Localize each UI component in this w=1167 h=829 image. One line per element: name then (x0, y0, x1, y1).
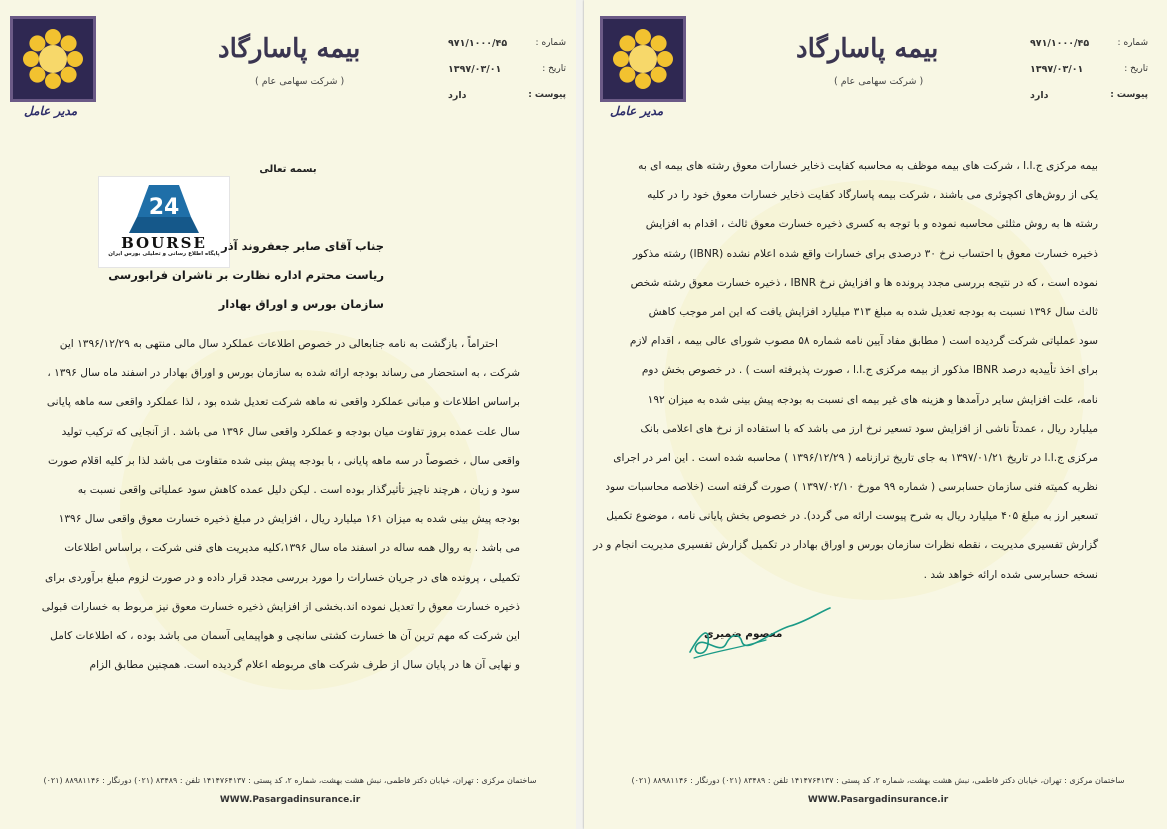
company-type: ( شرکت سهامی عام ) (255, 76, 345, 87)
body-line: سال علت عمده بروز تفاوت میان بودجه و عملکرد واقعی سال ۱۳۹۶ می باشد . از آنجایی که ترکیب تولید (61, 425, 520, 438)
body-line: بودجه پیش بینی شده به میزان ۱۶۱ میلیارد ریال ، افزایش در مبلغ ذخیره خسارت معوق واقعی سال ۱۳۹۶ (58, 513, 520, 526)
body-line: مرکزی ج.ا.ا در تاریخ ۱۳۹۷/۰۱/۲۱ به جای تاریخ ترازنامه ( ۱۳۹۶/۱۲/۲۹ ) محاسبه شده است . این امر در اجرای (613, 451, 1098, 464)
date-row (448, 56, 566, 82)
company-name: بیمه پاسارگاد (218, 34, 361, 64)
number-label: شماره : (1117, 38, 1148, 48)
signatory-name: معصوم ضمیری (704, 628, 783, 640)
body-line: واقعی سال ، خصوصاً در سه ماهه پایانی ، با بودجه پیش بینی شده متفاوت می باشد لذا بر کلیه اقلام صورت (48, 454, 520, 467)
letter-meta (448, 30, 566, 108)
body-line: یکی از روش‌های اکچوئری می باشند ، شرکت بیمه پاسارگاد کفایت ذخایر خسارات معوق خود را در کلیه (647, 189, 1098, 202)
letter-body-page-1 (41, 330, 520, 680)
footer-address: ساختمان مرکزی : تهران، خیابان دکتر فاطمی، نبش هشت بهشت، شماره ۲، کد پستی : ۱۴۱۴۷۶۴۱۳۷ تلفن : ۸۳۴۸۹ (۰۲۱) دورنگار : ۸۸۹۸۱۱۴۶ (۰۲۱) (43, 776, 537, 785)
ceo-title: مدیر عامل (610, 104, 664, 118)
attachment-label: پیوست : (1110, 90, 1148, 100)
footer-website[interactable]: WWW.Pasargadinsurance.ir (219, 795, 361, 805)
bourse-number: 24 (148, 195, 180, 220)
body-line: سود و زیان ، هرچند ناچیز تأثیرگذار بوده است . لیکن دلیل عمده کاهش سود عملیاتی واقعی نسبت به (77, 483, 520, 496)
body-line: نسخه حسابرسی شده ارائه خواهد شد . (923, 568, 1098, 581)
attachment-label: پیوست : (528, 90, 566, 100)
date-label: تاریخ : (1124, 64, 1148, 74)
company-name: بیمه پاسارگاد (796, 34, 939, 64)
bourse-wordmark: BOURSE (121, 234, 207, 252)
body-line: ذخیره خسارت معوق را تعدیل نموده اند.بخشی از افزایش ذخیره خسارت معوق نیز مربوط به خسارات قبولی (41, 600, 520, 613)
letter-page-2 (584, 0, 1167, 829)
date-value: ۱۳۹۷/۰۳/۰۱ (448, 63, 502, 75)
letter-page-1 (0, 0, 576, 829)
attachment-value: دارد (1030, 89, 1049, 101)
attachment-row (1030, 82, 1148, 108)
body-line: این شرکت که مهم ترین آن ها خسارت کشتی سانچی و هواپیمایی آسمان می باشد بوده ، که اطلاعات کامل (50, 629, 520, 642)
body-line: رشته ها به روش مثلثی محاسبه نموده و با توجه به کسری ذخیره خسارت معوق ثالث ، اقدام به افزایش (645, 218, 1098, 231)
body-line: تکمیلی ، پرونده های در جریان خسارات را مورد بررسی مجدد قرار داده و در صورت لزوم مبلغ برآوردی برای (45, 571, 520, 584)
body-line: برای اخذ تأییدیه درصد IBNR مذکور از بیمه مرکزی ج.ا.ا ، صورت پذیرفته است ) . در خصوص بخش دوم (641, 364, 1098, 377)
body-line: نموده است ، که در نتیجه بررسی مجدد پرونده ها و افزایش نرخ IBNR ، ذخیره خسارت معوق رشته شخص (630, 276, 1098, 289)
body-line: ذخیره خسارت معوق با احتساب نرخ ۳۰ درصدی برای خسارات واقع شده اعلام نشده (IBNR) رشته مذکور (632, 247, 1098, 260)
body-line: احتراماً ، بازگشت به نامه جنابعالی در خصوص اطلاعات عملکرد سال مالی منتهی به ۱۳۹۶/۱۲/۲۹ این (59, 338, 498, 350)
number-row (1030, 30, 1148, 56)
attachment-row (448, 82, 566, 108)
addressee-block (108, 232, 384, 319)
footer-address: ساختمان مرکزی : تهران، خیابان دکتر فاطمی، نبش هشت بهشت، شماره ۲، کد پستی : ۱۴۱۴۷۶۴۱۳۷ تلفن : ۸۳۴۸۹ (۰۲۱) دورنگار : ۸۸۹۸۱۱۴۶ (۰۲۱) (631, 776, 1125, 785)
number-value: ۹۷۱/۱۰۰۰/۴۵ (1030, 37, 1090, 49)
letter-meta (1030, 30, 1148, 108)
date-label: تاریخ : (542, 64, 566, 74)
date-row (1030, 56, 1148, 82)
footer-website[interactable]: WWW.Pasargadinsurance.ir (807, 795, 949, 805)
company-logo-icon (10, 16, 96, 102)
letter-body-page-2 (593, 152, 1098, 590)
number-row (448, 30, 566, 56)
body-line: بیمه مرکزی ج.ا.ا ، شرکت های بیمه موظف به محاسبه کفایت ذخایر خسارات معوق رشته های بیمه ای به (638, 160, 1098, 172)
addressee-name: جناب آقای صابر جعفروند آذر (221, 239, 384, 253)
number-value: ۹۷۱/۱۰۰۰/۴۵ (448, 37, 508, 49)
body-line: ثالث سال ۱۳۹۶ نسبت به بودجه تعدیل شده به مبلغ ۳۱۳ میلیارد افزایش یافت که این امر موجب کاهش (648, 305, 1098, 318)
body-line: نظریه کمیته فنی سازمان حسابرسی ( شماره ۹۹ مورخ ۱۳۹۷/۰۲/۱۰ ) صورت گرفته است (خلاصه محاسبات سود (605, 481, 1098, 494)
date-value: ۱۳۹۷/۰۳/۰۱ (1030, 63, 1084, 75)
company-logo-icon (600, 16, 686, 102)
body-line: نامه، علت افزایش سایر درآمدها و هزینه های غیر بیمه ای نسبت به بودجه پیش بینی شده به میزان ۱۹۲ (647, 393, 1098, 406)
signature-icon (680, 604, 840, 664)
bourse-caption: پایگاه اطلاع رسانی و تحلیلی بورس ایران (108, 251, 220, 257)
addressee-title: ریاست محترم اداره نظارت بر ناشران فرابورسی (108, 268, 384, 282)
body-line: و نهایی آن ها در پایان سال از طرف شرکت های مربوطه اعلام گردیده است. همچنین مطابق الزام (89, 659, 520, 672)
body-line: سود عملیاتی شرکت گردیده است ( مطابق مفاد آیین نامه شماره ۵۸ مصوب شورای عالی بیمه ، اقدام لازم (629, 335, 1098, 348)
ceo-title: مدیر عامل (24, 104, 78, 118)
attachment-value: دارد (448, 89, 467, 101)
number-label: شماره : (535, 38, 566, 48)
body-line: تسعیر ارز به مبلغ ۴۰۵ میلیارد ریال به شرح پیوست ارائه می گردد). در خصوص بخش پایانی نامه ، موضوع تکمیل (606, 510, 1098, 523)
letter-heading: بسمه تعالی (259, 164, 317, 175)
company-type: ( شرکت سهامی عام ) (834, 76, 924, 87)
body-line: میلیارد ریال ، عمدتاً ناشی از افزایش سود تسعیر نرخ ارز می باشد که با استفاده از نرخ های اعلامی بانک (640, 422, 1098, 435)
body-line: شرکت ، به استحضار می رساند بودجه ارائه شده به سازمان بورس و اوراق بهادار در اسفند ماه سال ۱۳۹۶ ، (47, 367, 520, 380)
body-line: گزارش تفسیری مدیریت ، نقطه نظرات سازمان بورس و اوراق بهادار در تکمیل گزارش تفسیری مدیریت انجام و در (593, 539, 1098, 552)
addressee-org: سازمان بورس و اوراق بهادار (218, 297, 384, 311)
body-line: می باشد . به روال همه ساله در اسفند ماه سال ۱۳۹۶،کلیه مدیریت های فنی شرکت ، براساس اطلاعات (64, 542, 520, 555)
body-line: براساس اطلاعات و مبانی عملکرد واقعی نه ماهه شرکت تعدیل شده بود ، لذا عملکرد واقعی سه ماهه پایانی (46, 396, 520, 409)
page-divider (576, 0, 584, 829)
